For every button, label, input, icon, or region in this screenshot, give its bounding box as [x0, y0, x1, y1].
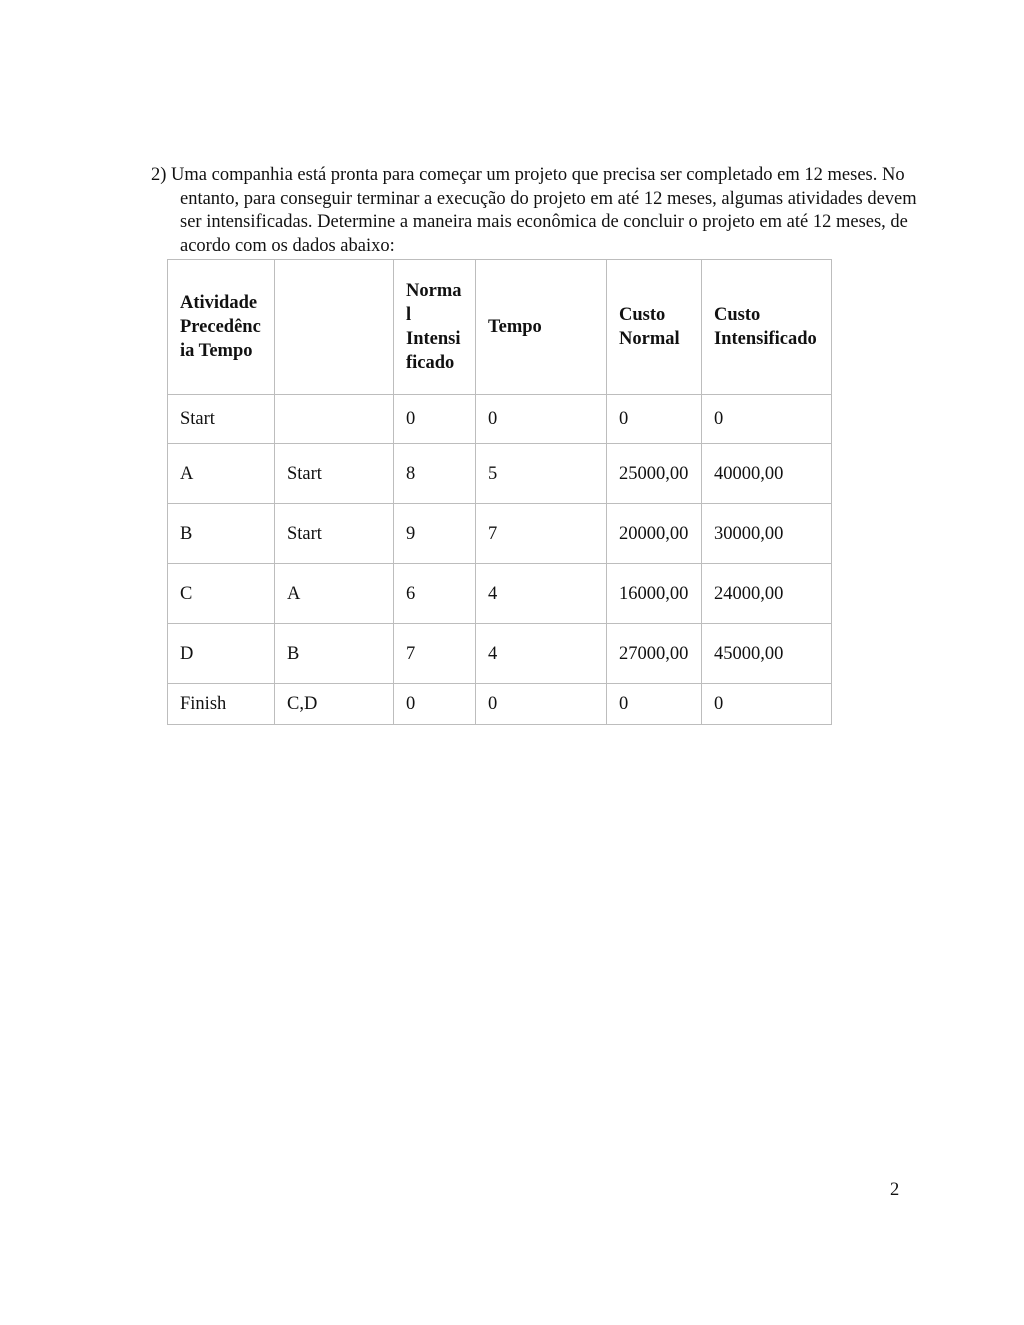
cell-custo-normal: 25000,00	[607, 444, 702, 504]
page-number: 2	[890, 1180, 900, 1200]
cell-tempo: 5	[476, 444, 607, 504]
cell-normal: 0	[394, 395, 476, 444]
cell-custo-intensificado: 0	[702, 684, 832, 725]
activity-table	[167, 259, 832, 725]
cell-activity: C	[168, 564, 275, 624]
cell-tempo: 0	[476, 395, 607, 444]
cell-precedence: Start	[275, 444, 394, 504]
table-row	[168, 395, 832, 444]
table-row	[168, 684, 832, 725]
cell-activity: D	[168, 624, 275, 684]
cell-activity: Start	[168, 395, 275, 444]
cell-custo-intensificado: 40000,00	[702, 444, 832, 504]
table-row	[168, 564, 832, 624]
cell-custo-normal: 20000,00	[607, 504, 702, 564]
table-row	[168, 624, 832, 684]
cell-custo-normal: 0	[607, 395, 702, 444]
cell-precedence: A	[275, 564, 394, 624]
cell-precedence: C,D	[275, 684, 394, 725]
cell-activity: B	[168, 504, 275, 564]
cell-normal: 7	[394, 624, 476, 684]
cell-tempo: 7	[476, 504, 607, 564]
cell-precedence: Start	[275, 504, 394, 564]
header-custo-normal: Custo Normal	[607, 260, 702, 395]
cell-precedence: B	[275, 624, 394, 684]
question-text: 2) Uma companhia está pronta para começar um projeto que precisa ser completado em 12 meses. No entanto, para conseguir terminar a execução do projeto em até 12 meses, algumas atividades devem ser intensificadas. Determine a maneira mais econômica de concluir o projeto em até 12 meses, de acordo com os dados abaixo:	[151, 165, 917, 256]
table-header-row	[168, 260, 832, 395]
header-empty	[275, 260, 394, 395]
header-custo-intensificado: Custo Intensificado	[702, 260, 832, 395]
cell-custo-intensificado: 0	[702, 395, 832, 444]
cell-activity: A	[168, 444, 275, 504]
cell-custo-normal: 16000,00	[607, 564, 702, 624]
cell-custo-normal: 0	[607, 684, 702, 725]
cell-tempo: 0	[476, 684, 607, 725]
cell-normal: 0	[394, 684, 476, 725]
cell-precedence	[275, 395, 394, 444]
cell-normal: 9	[394, 504, 476, 564]
cell-tempo: 4	[476, 624, 607, 684]
cell-normal: 8	[394, 444, 476, 504]
cell-custo-intensificado: 45000,00	[702, 624, 832, 684]
header-tempo: Tempo	[476, 260, 607, 395]
table-row	[168, 444, 832, 504]
cell-activity: Finish	[168, 684, 275, 725]
cell-custo-intensificado: 30000,00	[702, 504, 832, 564]
header-normal-intensificado: Normal Intensificado	[394, 260, 476, 395]
cell-custo-intensificado: 24000,00	[702, 564, 832, 624]
table-row	[168, 504, 832, 564]
cell-custo-normal: 27000,00	[607, 624, 702, 684]
header-atividade-precedencia-tempo: Atividade Precedência Tempo	[168, 260, 275, 395]
cell-tempo: 4	[476, 564, 607, 624]
cell-normal: 6	[394, 564, 476, 624]
